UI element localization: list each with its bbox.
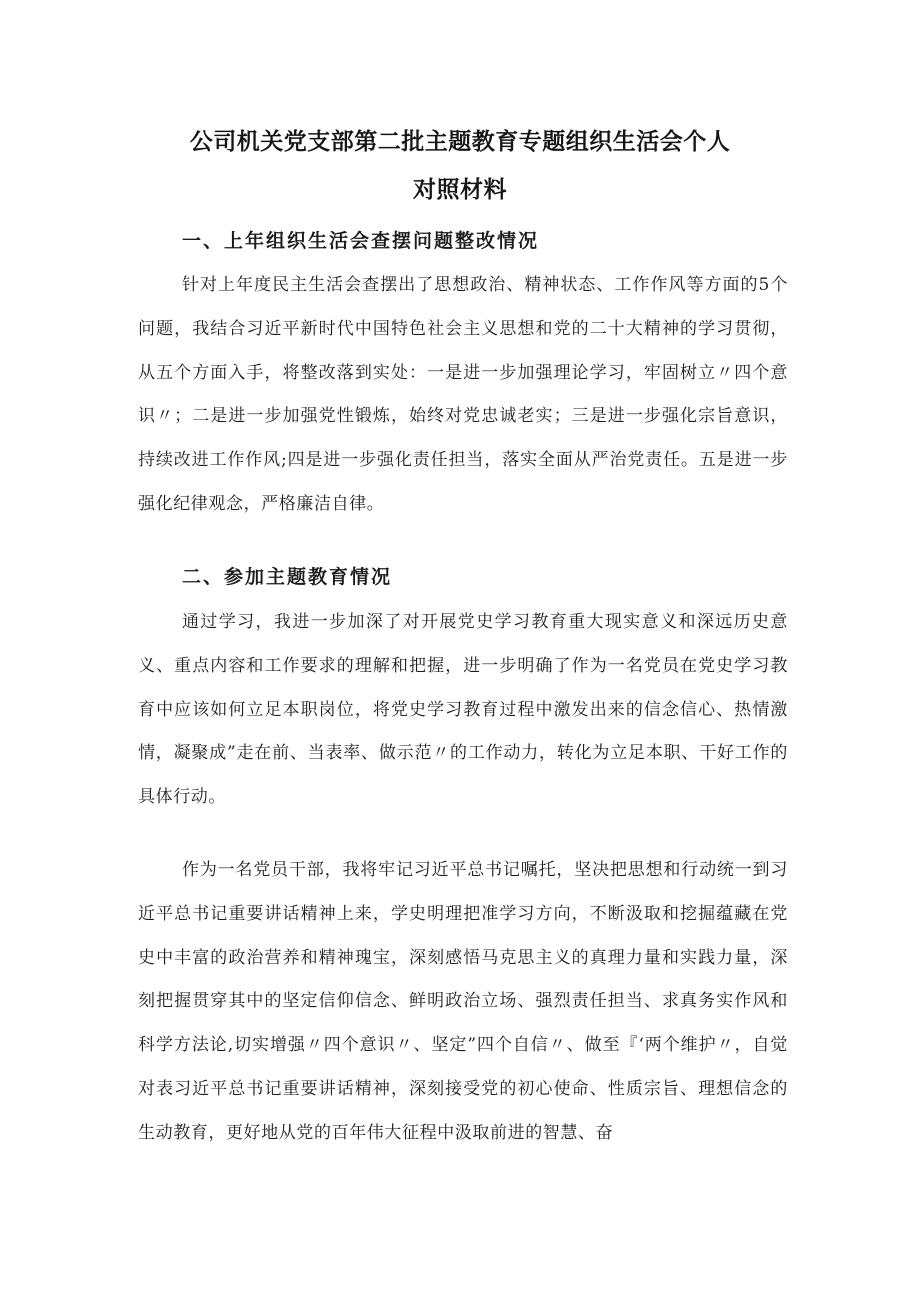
section-2-paragraph-1: 通过学习，我进一步加深了对开展党史学习教育重大现实意义和深远历史意义、重点内容和工作要求的理解和把握，进一步明确了作为一名党员在党史学习教育中应该如何立足本职岗位，将党史学习教育过程中激发出来的信念信心、热情激情，凝聚成”走在前、当表率、做示范〃的工作动力，转化为立足本职、干好工作的具体行动。 xyxy=(138,612,788,808)
section-2-paragraph-2: 作为一名党员干部，我将牢记习近平总书记嘱托，坚决把思想和行动统一到习近平总书记重要讲话精神上来，学史明理把准学习方向，不断汲取和挖掘蕴藏在党史中丰富的政治营养和精神瑰宝，深刻感悟马克思主义的真理力量和实践力量，深刻把握贯穿其中的坚定信仰信念、鲜明政治立场、强烈责任担当、求真务实作风和科学方法论,切实增强〃四个意识〃、坚定”四个自信〃、做至『‘两个维护〃，自觉对表习近平总书记重要讲话精神，深刻接受党的初心使命、性质宗旨、理想信念的生动教育，更好地从党的百年伟大征程中汲取前进的智慧、奋 xyxy=(138,860,788,1143)
document-title: 公司机关党支部第二批主题教育专题组织生活会个人 xyxy=(189,129,731,155)
section-1-paragraph: 针对上年度民主生活会查摆出了思想政治、精神状态、工作作风等方面的5个问题，我结合习近平新时代中国特色社会主义思想和党的二十大精神的学习贯彻，从五个方面入手，将整改落到实处：一是进一步加强理论学习，牢固树立〃四个意识〃；二是进一步加强党性锻炼，始终对党忠诚老实；三是进一步强化宗旨意识，持续改进工作作风;四是进一步强化责任担当，落实全面从严治党责任。五是进一步强化纪律观念，严格廉洁自律。 xyxy=(138,275,788,514)
section-heading-2: 二、参加主题教育情况 xyxy=(182,566,393,588)
document-title-continued: 对照材料 xyxy=(413,177,507,203)
section-heading-1: 一、上年组织生活会查摆问题整改情况 xyxy=(182,230,540,252)
